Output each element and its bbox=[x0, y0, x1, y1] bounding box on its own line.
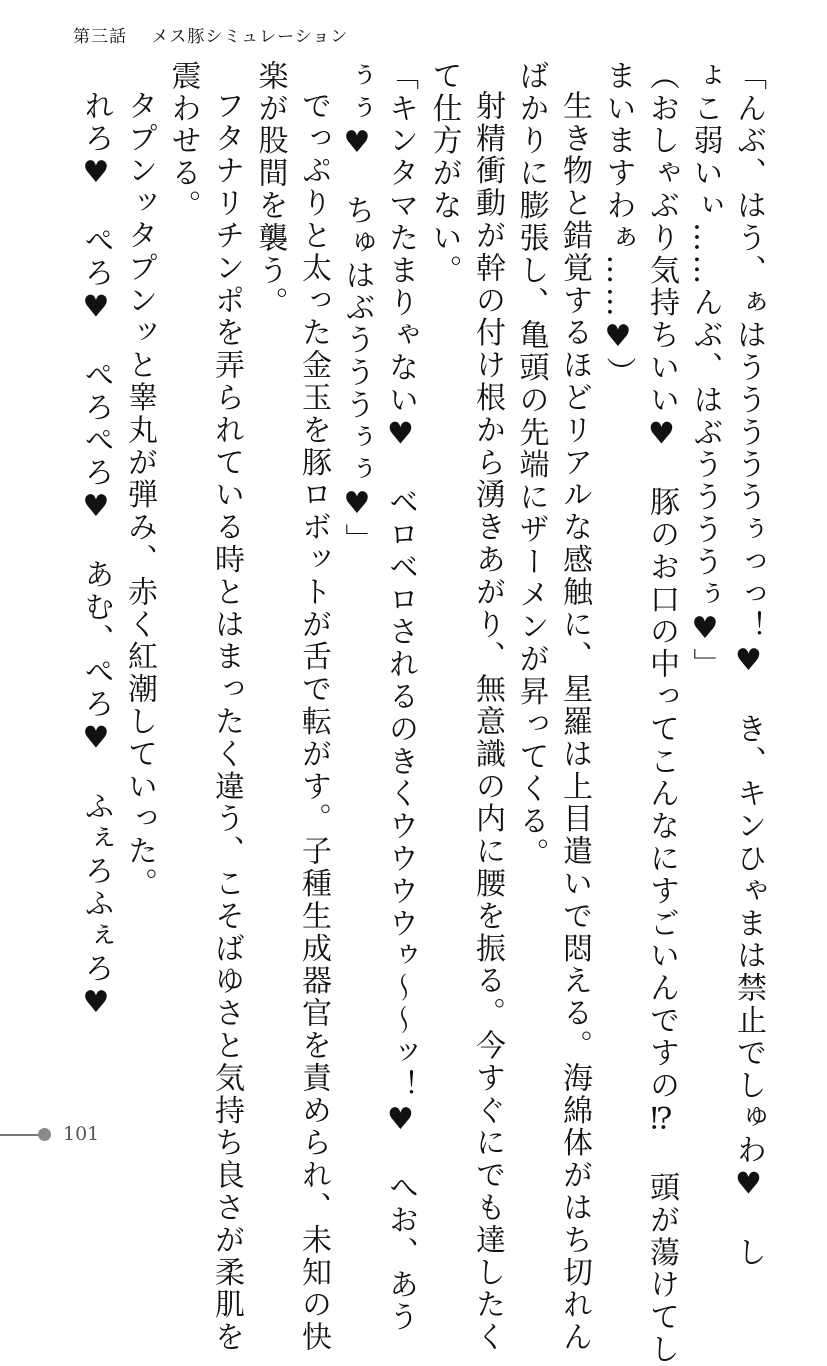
text-line: タプンッタプンッと睾丸が弾み、赤く紅潮していった。 bbox=[122, 90, 157, 900]
text-line: ばかりに膨張し、亀頭の先端にザーメンが昇ってくる。 bbox=[513, 60, 549, 870]
page-footer bbox=[0, 1123, 200, 1147]
text-line: 震わせる。 bbox=[165, 60, 201, 222]
text-line: 「んぶ、はう、ぁはうううううぅっっ！♥ き、キンひゃまは禁止でしゅわ♥ し bbox=[731, 60, 766, 1269]
chapter-number: 第三話 bbox=[73, 27, 127, 47]
footer-rule bbox=[0, 1134, 40, 1136]
running-header bbox=[73, 22, 348, 47]
text-line: 射精衝動が幹の付け根から湧きあがり、無意識の内に腰を振る。今すぐにでも達したく bbox=[470, 90, 505, 1354]
text-line: でっぷりと太った金玉を豚ロボットが舌で転がす。子種生成器官を責められ、未知の快 bbox=[296, 90, 331, 1354]
text-line: フタナリチンポを弄られている時とはまったく違う、こそばゆさと気持ち良さが柔肌を bbox=[209, 90, 244, 1354]
text-line: れろ♥ ぺろ♥ ぺろぺろ♥ あむ、ぺろ♥ ふぇろふぇろ♥ bbox=[78, 90, 114, 1023]
text-line: 生き物と錯覚するほどリアルな感触に、星羅は上目遣いで悶える。海綿体がはち切れん bbox=[557, 90, 592, 1354]
text-line: 「キンタマたまりゃない♥ ベロベロされるのきくウウウウゥ～～ッ！♥ へお、あう bbox=[383, 60, 418, 1334]
text-line: ぅぅ♥ ちゅはぶうううぅぅ♥」 bbox=[339, 60, 375, 556]
footer-dot-icon bbox=[38, 1128, 51, 1141]
page-number: 101 bbox=[63, 1123, 100, 1145]
text-line: て仕方がない。 bbox=[426, 60, 462, 287]
text-line: まいますわぁ……♥） bbox=[600, 60, 636, 389]
chapter-title: メス豚シミュレーション bbox=[151, 27, 349, 47]
text-line: ょこ弱いぃ……んぶ、はぶううううぅ♥」 bbox=[687, 60, 723, 681]
text-line: 楽が股間を襲う。 bbox=[252, 60, 288, 320]
text-line: （おしゃぶり気持ちいい♥ 豚のお口の中ってこんなにすごいんですの⁉ 頭が蕩けてし bbox=[644, 60, 679, 1366]
